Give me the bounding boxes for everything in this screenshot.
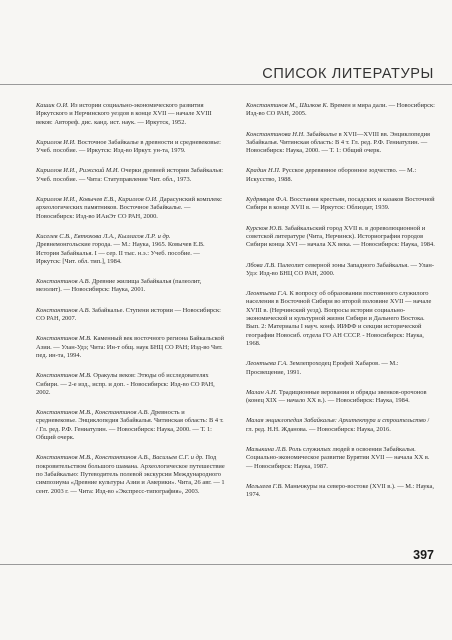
entry-text: Русское деревянное оборонное зодчество. — М.: Искусство, 1988. <box>246 167 417 183</box>
entry-text: Палеолит северной зоны Западного Забайкалья. — Улан-Удэ: Изд-во БНЦ СО РАН, 2000. <box>246 261 434 277</box>
entry-author: Крадин Н.П. <box>246 167 281 175</box>
right-column <box>246 102 436 512</box>
entry-text: Из истории социально-экономического развития Иркутского и Нерчинского уездов в конце XVII — начале XVIII веков: Автореф. дис. канд. ист. наук. — Иркутск, 1952. <box>36 102 212 126</box>
bibliography-entry <box>36 278 226 295</box>
entry-text: Маньчжуры на северо-востоке (XVII в.). — М.: Наука, 1974. <box>246 482 434 499</box>
entry-author: Константинова Н.Н. <box>246 130 305 138</box>
bibliography-entry <box>246 483 436 500</box>
entry-author: Константинов А.В. <box>36 306 91 314</box>
left-column <box>36 102 226 512</box>
entry-text: Роль служилых людей в освоении Забайкалья. Социально-экономическое развитие Бурятии XVII — начала XX в. — Новосибирск: Наука, 1987. <box>246 446 430 470</box>
bibliography-entry <box>246 225 436 250</box>
bibliography-entry <box>36 372 226 397</box>
entry-author: Константинов А.В. <box>36 278 91 286</box>
entry-author: Лбова Л.В. <box>246 261 276 269</box>
entry-author: Малая энциклопедия Забайкалья: Архитектура и строительство <box>246 417 426 425</box>
bibliography-entry <box>36 454 226 495</box>
entry-text: Забайкалье в XVII—XVIII вв. Энциклопедия Забайкалья. Читинская область: В 4 т. Гл. ред. Р.Ф. Гениатулин. — Новосибирск: Наука, 2000. — Т. 1: Общий очерк. <box>246 130 431 155</box>
bibliography-entry <box>36 409 226 442</box>
entry-text: Очерки древней истории Забайкалья: Учеб. пособие. — Чита: Статуправление Чит. обл., 1973. <box>36 167 224 183</box>
entry-text: Забайкалье. Ступени истории — Новосибирск: СО РАН, 2007. <box>36 306 221 323</box>
entry-text: Древние жилища Забайкалья (палеолит, мезолит). — Новосибирск: Наука, 2001. <box>36 278 202 294</box>
entry-author: Кириллов И.И., Рижский М.И. <box>36 167 120 175</box>
entry-text: Древнемонгольские города. — М.: Наука, 1965. Ковычев Е.В. История Забайкалья. I — сер. II тыс. н.э.: Учеб. пособие. — Иркутск: [Чит. обл. тип.], 1984. <box>36 241 205 265</box>
entry-author: Леонтьева Г.А. <box>246 360 288 368</box>
bibliography-entry <box>246 196 436 213</box>
entry-text: Традиционные верования и обряды эвенков-орочонов (конец XIX — начало XX в.). — Новосибирск: Наука, 1984. <box>246 388 427 405</box>
entry-author: Малан А.Н. <box>246 388 278 396</box>
entry-text: Забайкальский город XVII в. в дореволюционной и советской литературе (Чита, Нерчинск). Историография городов Сибири конца XVI — начала XX века. — Новосибирск: Наука, 1984. <box>246 224 435 249</box>
entry-text: Землепроходец Ерофей Хабаров. — М.: Просвещение, 1991. <box>246 360 399 376</box>
entry-author: Кудрявцев Ф.А. <box>246 196 288 204</box>
entry-author: Киселев С.В., Евтюхова Л.А., Кызласов Л.Р. и др. <box>36 232 171 240</box>
bibliography-entry <box>246 167 436 184</box>
entry-author: Константинов М.В. <box>36 372 92 380</box>
bibliography-entry <box>246 262 436 279</box>
footer-divider <box>0 564 452 565</box>
page-header <box>0 0 452 92</box>
bibliography-entry <box>36 233 226 266</box>
bibliography-entry <box>36 102 226 127</box>
page-number: 397 <box>413 548 434 562</box>
entry-author: Курсков Ю.В. <box>246 224 284 232</box>
entry-author: Кашик О.И. <box>36 102 69 109</box>
entry-author: Леонтьева Г.А. <box>246 290 288 298</box>
bibliography-entry <box>36 196 226 221</box>
bibliography-entry <box>246 389 436 406</box>
entry-text: Оракулы веков: Этюды об исследователях Сибири. — 2-е изд., испр. и доп. - Новосибирск: Изд-во СО РАН, 2002. <box>36 372 215 396</box>
entry-author: Константинов М., Шилков К. <box>246 102 329 109</box>
bibliography-entry <box>36 335 226 360</box>
entry-author: Константинов М.В., Константинов А.В., Васильев С.Г. и др. <box>36 454 204 462</box>
entry-text: Восстания крестьян, посадских и казаков Восточной Сибири в конце XVII в. — Иркутск: Облиздат, 1939. <box>246 196 435 212</box>
entry-author: Константинов М.В., Константинов А.В. <box>36 409 150 417</box>
entry-author: Кириллов И.И. <box>36 138 76 146</box>
entry-text: Древность и средневековье. Энциклопедия Забайкалья. Читинская область: В 4 т. / Гл. ред. Р.Ф. Гениатулин. — Новосибирск: Наука, 2000. — Т. 1: Общий очерк. <box>36 409 224 442</box>
bibliography-entry <box>36 307 226 324</box>
entry-author: Кириллов И.И., Ковычев Е.В., Кириллов О.И. <box>36 196 158 204</box>
entry-text: Под покровительством большого шамана. Археологическое путешествие по Забайкалью: Путеводитель полевой экскурсии Международного симпозиума «Древние культуры Азии и Америки». Чита, 26 авг. — 1 сент. 2003 г. — Чита: Изд-во «Экспресс-типография», 2003. <box>36 454 225 495</box>
entry-text: Дарасунский комплекс археологических памятников. Восточное Забайкалье. — Новосибирск: Изд-во ИАиЭт СО РАН, 2000. <box>36 196 222 220</box>
entry-author: Мазыкина Л.В. <box>246 446 288 454</box>
entry-author: Константинов М.В. <box>36 335 92 343</box>
entry-text: / гл. ред. Н.Н. Жданова. — Новосибирск: Наука, 2016. <box>246 417 430 433</box>
section-title: СПИСОК ЛИТЕРАТУРЫ <box>262 66 434 82</box>
bibliography-entry <box>246 446 436 471</box>
bibliography-columns <box>36 102 436 512</box>
bibliography-entry <box>246 417 436 434</box>
bibliography-entry <box>36 139 226 156</box>
entry-text: Каменный век восточного региона Байкальской Азии. — Улан-Удэ; Чита: Ин-т общ. наук БНЦ СО РАН; Изд-во Чит. пед. ин-та, 1994. <box>36 335 225 359</box>
entry-author: Мельхеев Г.В. <box>246 482 284 490</box>
entry-text: Восточное Забайкалье в древности и средневековье: Учеб. пособие. — Иркутск: Изд-во Иркут. ун-та, 1979. <box>36 138 221 155</box>
bibliography-entry <box>36 167 226 184</box>
bibliography-entry <box>246 360 436 377</box>
entry-text: К вопросу об образовании постоянного служилого населения в Восточной Сибири во второй половине XVII — начале XVIII в. (Нерчинский уезд). Вопросы истории социально-экономической и культурной жизни Сибири и Дальнего Востока. Вып. 2: Материалы I науч. конф. ИИФФ и секции исторической географии Новосиб. отдела ГО АН СССР. - Новосибирск: Наука, 1968. <box>246 290 432 347</box>
entry-text: Времен и мира дали. — Новосибирск: Изд-во СО РАН, 2005. <box>246 102 435 118</box>
bibliography-entry <box>246 131 436 156</box>
bibliography-entry <box>246 290 436 348</box>
header-divider <box>0 84 452 85</box>
bibliography-entry <box>246 102 436 119</box>
